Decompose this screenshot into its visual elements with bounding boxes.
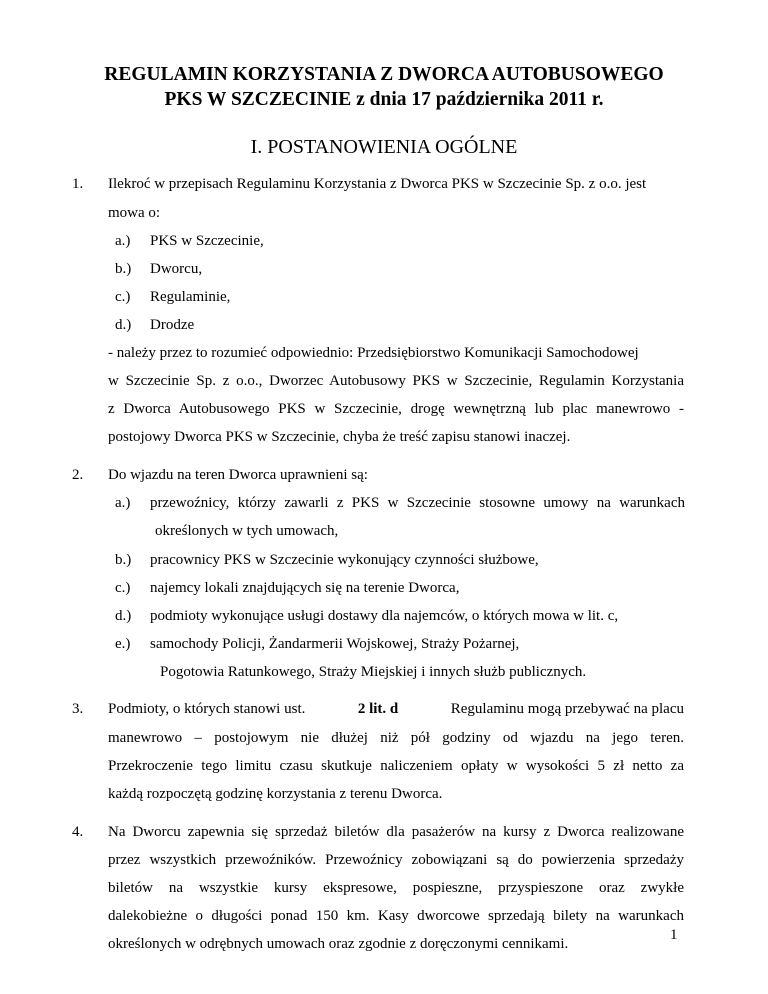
paragraph-1-after-line: postojowy Dworca PKS w Szczecinie, chyba że treść zapisu stanowi inaczej. xyxy=(108,429,571,445)
list-item-text: PKS w Szczecinie, xyxy=(150,233,264,249)
list-item-label: d.) xyxy=(115,608,132,624)
list-item-text: Dworcu, xyxy=(150,261,203,277)
paragraph-4-line: biletów na wszystkie kursy ekspresowe, pospieszne, przyspieszone oraz zwykłe xyxy=(108,880,684,896)
list-item-text: Drodze xyxy=(150,317,195,333)
list-item-label: b.) xyxy=(115,552,132,568)
paragraph-2-intro: Do wjazdu na teren Dworca uprawnieni są: xyxy=(108,467,368,483)
list-item-text: Pogotowia Ratunkowego, Straży Miejskiej i innych służb publicznych. xyxy=(160,664,587,680)
list-item-text: podmioty wykonujące usługi dostawy dla najemców, o których mowa w lit. c, xyxy=(150,608,619,624)
paragraph-1-line: Ilekroć w przepisach Regulaminu Korzystania z Dworca PKS w Szczecinie Sp. z o.o. jest xyxy=(108,176,647,192)
paragraph-3-reference: 2 lit. d xyxy=(357,701,399,717)
list-item-text: najemcy lokali znajdujących się na terenie Dworca, xyxy=(150,580,460,596)
paragraph-4-line: określonych w odrębnych umowach oraz zgodnie z doręczonymi cennikami. xyxy=(108,936,569,952)
paragraph-4-line: przez wszystkich przewoźników. Przewoźnicy zobowiązani są do powierzenia sprzedaży xyxy=(108,852,684,868)
document-title xyxy=(0,62,768,112)
paragraph-3-text: Podmioty, o których stanowi ust. xyxy=(108,701,306,717)
list-item-text: samochody Policji, Żandarmerii Wojskowej, Straży Pożarnej, xyxy=(150,636,520,652)
list-item-text: Regulaminie, xyxy=(150,289,231,305)
list-item-label: a.) xyxy=(115,495,131,511)
list-item-label: d.) xyxy=(115,317,132,333)
paragraph-3-line: Przekroczenie tego limitu czasu skutkuje naliczeniem opłaty w wysokości 5 zł netto za xyxy=(108,758,684,774)
paragraph-3-line: każdą rozpoczętą godzinę korzystania z terenu Dworca. xyxy=(108,786,443,802)
list-item-label: e.) xyxy=(115,636,131,652)
list-item-label: c.) xyxy=(115,580,131,596)
paragraph-3-text: Regulaminu mogą przebywać na placu xyxy=(450,701,684,717)
page-number: 1 xyxy=(670,927,678,943)
list-item-text: przewoźnicy, którzy zawarli z PKS w Szczecinie stosowne umowy na warunkach xyxy=(150,495,685,511)
section-heading: I. POSTANOWIENIA OGÓLNE xyxy=(250,136,518,158)
title-line-1: REGULAMIN KORZYSTANIA Z DWORCA AUTOBUSOWEGO xyxy=(104,64,664,85)
paragraph-3-number: 3. xyxy=(72,701,84,717)
list-item-text: określonych w tych umowach, xyxy=(155,523,339,539)
paragraph-1-line: mowa o: xyxy=(108,205,161,221)
paragraph-4-line: dalekobieżne o długości ponad 150 km. Kasy dworcowe sprzedają bilety na warunkach xyxy=(108,908,684,924)
paragraph-2-number: 2. xyxy=(72,467,84,483)
paragraph-1-after-line: - należy przez to rozumieć odpowiednio: Przedsiębiorstwo Komunikacji Samochodowej xyxy=(108,345,639,361)
paragraph-1-number: 1. xyxy=(72,176,84,192)
paragraph-1-after-line: z Dworca Autobusowego PKS w Szczecinie, drogę wewnętrzną lub plac manewrowo - xyxy=(108,401,684,417)
list-item-label: c.) xyxy=(115,289,131,305)
title-line-2: PKS W SZCZECINIE z dnia 17 października 2011 r. xyxy=(164,89,604,110)
list-item-text: pracownicy PKS w Szczecinie wykonujący czynności służbowe, xyxy=(150,552,539,568)
paragraph-1-after-line: w Szczecinie Sp. z o.o., Dworzec Autobusowy PKS w Szczecinie, Regulamin Korzystania xyxy=(108,373,684,389)
list-item-label: b.) xyxy=(115,261,132,277)
paragraph-4-line: Na Dworcu zapewnia się sprzedaż biletów dla pasażerów na kursy z Dworca realizowane xyxy=(108,824,684,840)
list-item-label: a.) xyxy=(115,233,131,249)
paragraph-3-line: manewrowo – postojowym nie dłużej niż pół godziny od wjazdu na jego teren. xyxy=(108,730,684,746)
paragraph-4-number: 4. xyxy=(72,824,84,840)
paragraph-3-line xyxy=(108,697,684,721)
